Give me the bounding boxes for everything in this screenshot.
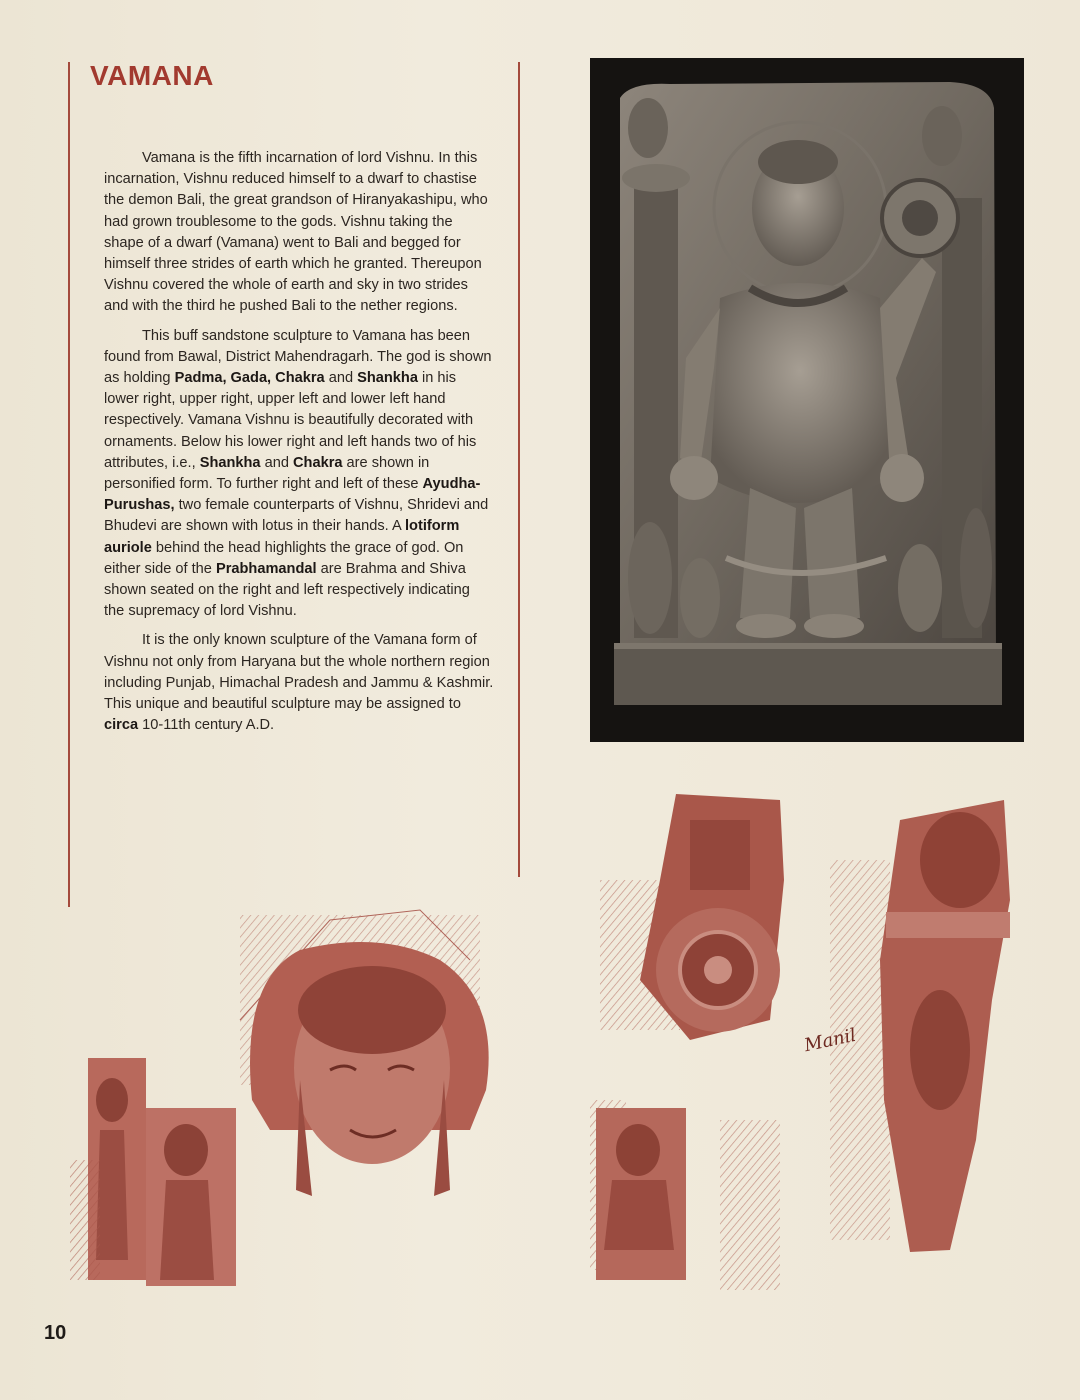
- bold-term: circa: [104, 717, 139, 734]
- bold-term: Shankha: [199, 454, 261, 471]
- text-run: behind the head highlights the grace of god. On either side of the: [104, 539, 464, 577]
- artist-signature: Manil: [802, 1024, 858, 1057]
- bold-term: Ayudha-Purushas,: [104, 476, 481, 514]
- bold-term: Chakra: [293, 454, 343, 471]
- sketch-seated-figure: [590, 1100, 780, 1290]
- bold-term: Shankha: [357, 370, 418, 387]
- page-number: 10: [44, 1322, 67, 1344]
- sketch-chakra-fragment: [600, 794, 784, 1040]
- text-run: and: [260, 454, 294, 471]
- bold-term: lotiform auriole: [104, 518, 460, 556]
- text-run: in his lower right, upper right, upper left and lower left hand respectively. Vamana Vishnu is beautifully decorated with ornaments. Below his lower right and left hands two of his attributes, i.e.,: [104, 370, 477, 471]
- page-title: VAMANA: [90, 60, 214, 91]
- text-run: are shown in personified form. To further right and left of these: [104, 454, 430, 493]
- text-run: are Brahma and Shiva shown seated on the right and left respectively indicating the supremacy of lord Vishnu.: [104, 560, 470, 620]
- text-run: two female counterparts of Vishnu, Shridevi and Bhudevi are shown with lotus in their hands. A: [104, 497, 489, 535]
- sketch-pillar-fragment: [830, 800, 1010, 1252]
- bold-term: Prabhamandal: [215, 560, 317, 577]
- bold-term: Padma, Gada, Chakra: [174, 370, 325, 387]
- text-run: Vamana is the fifth incarnation of lord Vishnu. In this incarnation, Vishnu reduced himself to a dwarf to chastise the demon Bali, the great grandson of Hiranyakashipu, who had grown troublesome to the gods. Vishnu taking the shape of a dwarf (Vamana) went to Bali and begged for himself three strides of earth which he granted. Thereupon Vishnu covered the whole of earth and sky in two strides and with the third he pushed Bali to the nether regions.: [104, 150, 488, 315]
- sketch-standing-figures: [70, 1058, 236, 1286]
- text-run: 10-11th century A.D.: [138, 717, 275, 734]
- text-run: It is the only known sculpture of the Vamana form of Vishnu not only from Haryana but the whole northern region including Punjab, Himachal Pradesh and Jammu & Kashmir. This unique and beautiful sculpture may be assigned to: [104, 632, 494, 713]
- text-run: This buff sandstone sculpture to Vamana has been found from Bawal, District Mahendragarh. The god is shown as holding: [104, 327, 492, 387]
- text-run: and: [324, 370, 358, 387]
- sketch-head-with-halo: [240, 910, 489, 1196]
